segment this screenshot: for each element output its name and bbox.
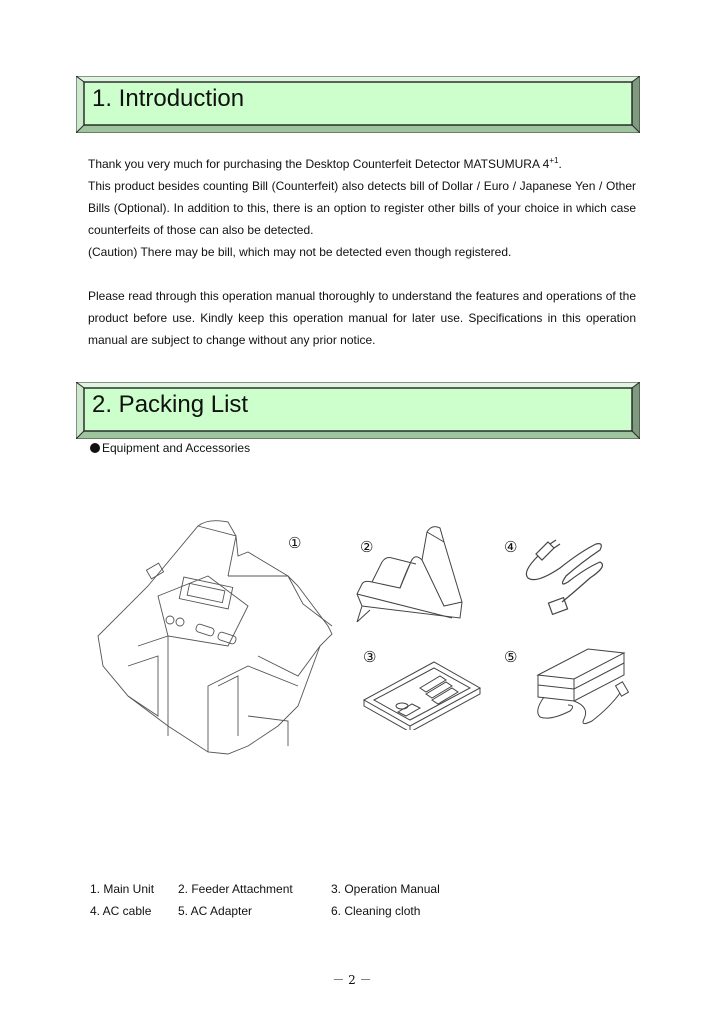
item-row bbox=[90, 900, 490, 922]
intro-line1-end: . bbox=[558, 157, 562, 171]
list-item: 5. AC Adapter bbox=[178, 904, 253, 918]
caution-note: (Caution) There may be bill, which may not be detected even though registered. bbox=[88, 245, 512, 259]
intro-notice-paragraph: Please read through this operation manual thoroughly to understand the features and operations of the product before use. Kindly keep this operation manual for later use. Specifications in this operation manual are subject to change without any prior notice. bbox=[88, 289, 636, 347]
figure-label-2: ② bbox=[360, 539, 374, 556]
list-item: 4. AC cable bbox=[90, 904, 152, 918]
ac-adapter-illustration bbox=[530, 645, 630, 735]
model-superscript: +1 bbox=[549, 156, 559, 165]
figure-label-3: ③ bbox=[363, 649, 377, 666]
figure-label-1: ① bbox=[288, 535, 302, 552]
list-item: 1. Main Unit bbox=[90, 882, 155, 896]
list-item: 2. Feeder Attachment bbox=[178, 882, 293, 896]
section-header-packing-list bbox=[76, 382, 640, 439]
intro-line1-text: Thank you very much for purchasing the Desktop Counterfeit Detector MATSUMURA 4 bbox=[88, 157, 550, 171]
item-row bbox=[90, 878, 490, 900]
feeder-attachment-illustration bbox=[352, 522, 472, 622]
section-title: 2. Packing List bbox=[92, 391, 249, 418]
figure-label-4: ④ bbox=[504, 539, 518, 556]
intro-paragraph bbox=[88, 153, 636, 263]
packing-item-list bbox=[90, 878, 490, 922]
subheading-text: Equipment and Accessories bbox=[102, 441, 251, 455]
bullet-icon bbox=[90, 443, 100, 453]
intro-first-line bbox=[88, 153, 636, 175]
page-number: － 2 － bbox=[332, 973, 372, 987]
operation-manual-illustration bbox=[362, 660, 482, 730]
list-item: 6. Cleaning cloth bbox=[331, 904, 421, 918]
main-unit-illustration bbox=[88, 516, 338, 766]
figure-label-5: ⑤ bbox=[504, 649, 518, 666]
section-title: 1. Introduction bbox=[92, 85, 245, 112]
ac-cable-illustration bbox=[520, 538, 610, 618]
section-header-introduction bbox=[76, 76, 640, 133]
equipment-subheading bbox=[90, 440, 250, 456]
intro-description: This product besides counting Bill (Counterfeit) also detects bill of Dollar / Euro / Japanese Yen / Other Bills (Optional). In addition to this, there is an option to register other bills of your choice in which case counterfeits of those can also be detected. bbox=[88, 179, 636, 237]
list-item: 3. Operation Manual bbox=[331, 882, 440, 896]
